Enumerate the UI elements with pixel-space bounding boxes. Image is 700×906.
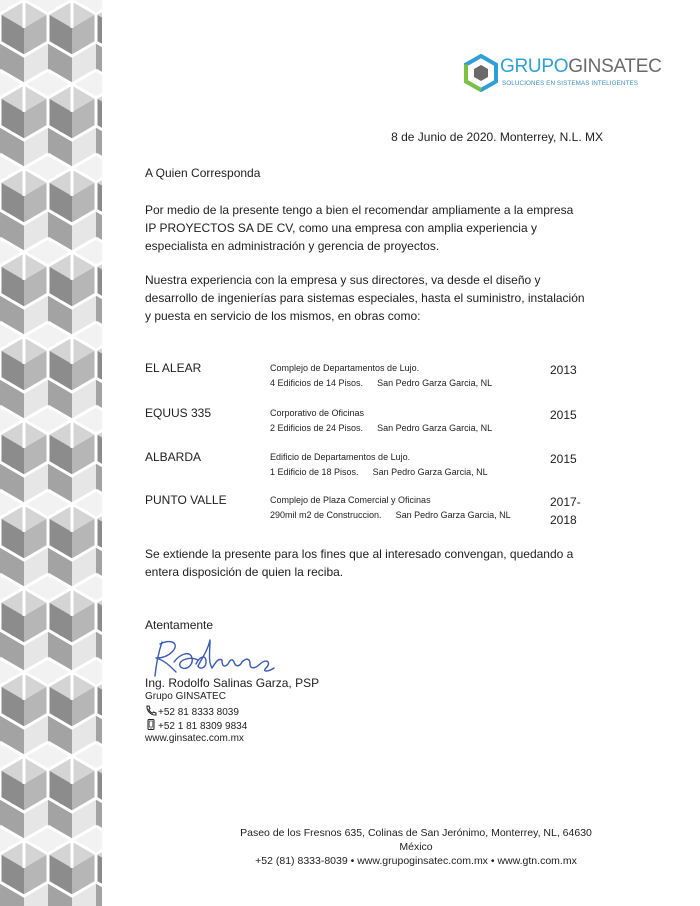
project-year: 2015 xyxy=(550,408,577,422)
project-year: 2015 xyxy=(550,452,577,466)
mobile-icon xyxy=(145,719,157,730)
project-description xyxy=(270,361,492,391)
signer-mobile xyxy=(145,719,247,732)
logo-tagline: SOLUCIONES EN SISTEMAS INTELIGENTES xyxy=(502,80,639,87)
company-logo xyxy=(462,54,662,100)
hexagon-pattern-border xyxy=(0,0,102,906)
letter-date: 8 de Junio de 2020. Monterrey, N.L. MX xyxy=(391,130,603,144)
footer-contact-line xyxy=(226,854,606,868)
project-row xyxy=(145,406,605,446)
mobile-number: +52 1 81 8309 9834 xyxy=(158,721,248,732)
paragraph-closing: Se extiende la presente para los fines que al interesado convengan, quedando a entera disposición de quien la reciba. xyxy=(145,547,574,579)
signer-website: www.ginsatec.com.mx xyxy=(145,733,244,744)
project-desc-line2 xyxy=(270,421,492,436)
footer-site-grupoginsatec: www.grupoginsatec.com.mx xyxy=(357,855,488,867)
signer-company: Grupo GINSATEC xyxy=(145,691,226,702)
project-description xyxy=(270,406,492,436)
project-desc-line2 xyxy=(270,465,488,480)
logo-name xyxy=(500,56,662,78)
footer-separator: • xyxy=(490,855,495,867)
project-desc-line1: Edificio de Departamentos de Lujo. xyxy=(270,452,411,462)
project-location: San Pedro Garza Garcia, NL xyxy=(395,510,511,520)
project-name: EQUUS 335 xyxy=(145,406,212,420)
project-row xyxy=(145,450,605,490)
project-desc-line1: Complejo de Departamentos de Lujo. xyxy=(270,363,420,373)
signer-phone xyxy=(145,705,239,718)
project-year: 2017-2018 xyxy=(550,495,581,527)
logo-name-ginsatec: GINSATEC xyxy=(568,56,662,77)
project-location: San Pedro Garza Garcia, NL xyxy=(372,467,488,477)
handwritten-signature xyxy=(150,636,290,680)
project-size: 1 Edificio de 18 Pisos. xyxy=(270,467,359,477)
project-row xyxy=(145,361,605,401)
project-size: 2 Edificios de 24 Pisos. xyxy=(270,423,364,433)
logo-name-grupo: GRUPO xyxy=(500,56,569,77)
project-desc-line2 xyxy=(270,508,511,523)
project-desc-line2 xyxy=(270,376,492,391)
project-name: ALBARDA xyxy=(145,450,202,464)
project-description xyxy=(270,493,511,523)
paragraph-recommendation: Por medio de la presente tengo a bien el recomendar ampliamente a la empresa IP PROYECTOS SA DE CV, como una empresa con amplia experiencia y especialista en administración y gerencia de proyectos. xyxy=(145,203,574,253)
project-location: San Pedro Garza Garcia, NL xyxy=(377,423,493,433)
project-description xyxy=(270,450,488,480)
project-name: PUNTO VALLE xyxy=(145,493,227,507)
footer-site-gtn: www.gtn.com.mx xyxy=(497,855,577,867)
project-size: 4 Edificios de 14 Pisos. xyxy=(270,378,364,388)
closing-salutation: Atentamente xyxy=(145,618,214,632)
footer-phone: +52 (81) 8333-8039 xyxy=(255,855,348,867)
project-location: San Pedro Garza Garcia, NL xyxy=(377,378,493,388)
project-name: EL ALEAR xyxy=(145,361,202,375)
project-size: 290mil m2 de Construccion. xyxy=(270,510,382,520)
phone-icon xyxy=(145,705,157,716)
signer-name: Ing. Rodolfo Salinas Garza, PSP xyxy=(145,676,320,690)
footer-address: Paseo de los Fresnos 635, Colinas de San Jerónimo, Monterrey, NL, 64630 México xyxy=(240,827,592,853)
project-desc-line1: Corporativo de Oficinas xyxy=(270,408,365,418)
project-desc-line1: Complejo de Plaza Comercial y Oficinas xyxy=(270,495,431,505)
phone-number: +52 81 8333 8039 xyxy=(158,707,239,718)
footer-separator: • xyxy=(350,855,355,867)
letterhead-footer xyxy=(226,826,606,868)
project-row xyxy=(145,493,605,533)
project-year: 2013 xyxy=(550,363,577,377)
hexagon-logo-icon xyxy=(462,54,500,92)
letter-greeting: A Quien Corresponda xyxy=(145,166,261,180)
paragraph-experience: Nuestra experiencia con la empresa y sus directores, va desde el diseño y desarrollo de ingenierías para sistemas especiales, hasta el suministro, instalación y puesta en servicio de los mismos, en obras como: xyxy=(145,273,585,323)
